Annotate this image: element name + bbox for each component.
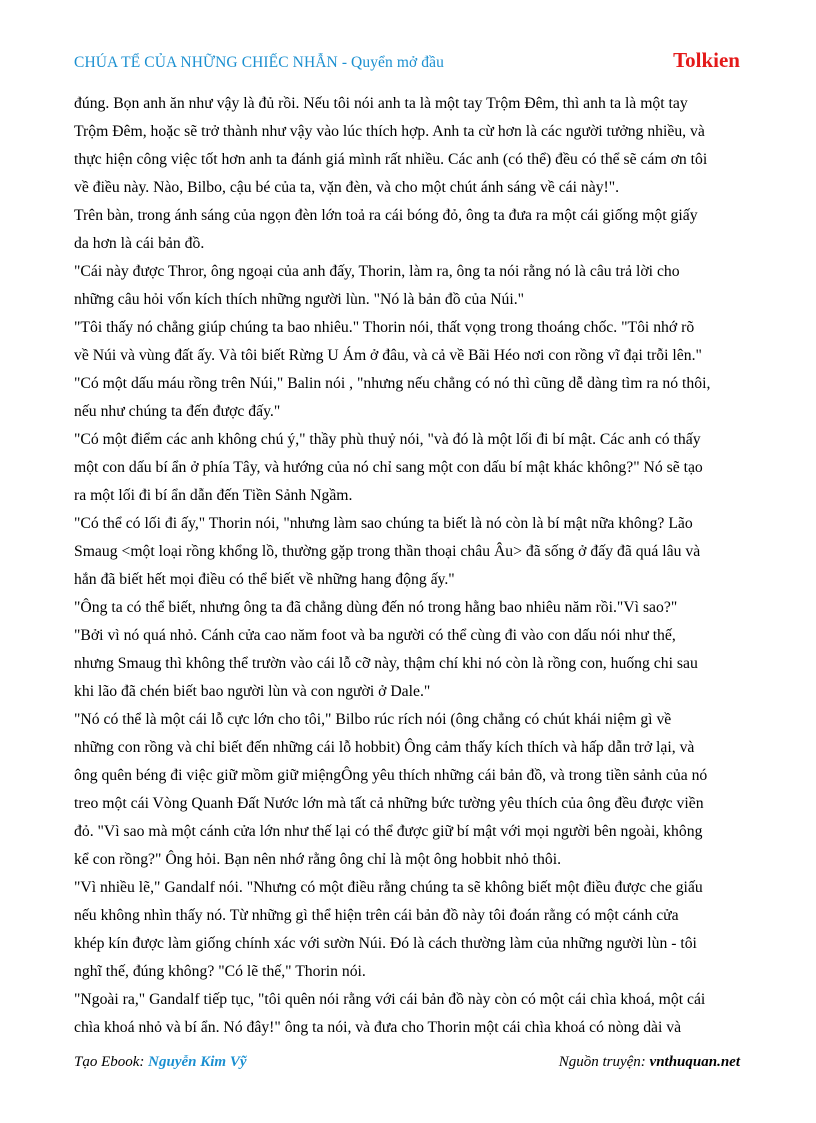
- page-header: [74, 46, 740, 76]
- text-line: nếu không nhìn thấy nó. Từ những gì thể hiện trên cái bản đồ này tôi đoán rằng có một cánh cửa: [74, 907, 679, 924]
- text-line: nghĩ thế, đúng không? "Có lẽ thế," Thorin nói.: [74, 963, 366, 980]
- text-line: "Vì nhiều lẽ," Gandalf nói. "Nhưng có một điều rằng chúng ta sẽ không biết một điều được che giấu: [74, 879, 703, 896]
- text-line: đỏ. "Vì sao mà một cánh cửa lớn như thế lại có thể được giữ bí mật với mọi người bên ngoài, không: [74, 823, 703, 840]
- source-separator: :: [640, 1054, 650, 1070]
- text-line: hắn đã biết hết mọi điều có thể biết về những hang động ấy.": [74, 571, 455, 588]
- text-line: một con dấu bí ẩn ở phía Tây, và hướng của nó chỉ sang một con dấu bí mật khác không?" Nó sẽ tạo: [74, 459, 703, 476]
- text-line: da hơn là cái bản đồ.: [74, 235, 205, 252]
- text-line: ông quên béng đi việc giữ mồm giữ miệngÔng yêu thích những cái bản đồ, và trong tiền sảnh của nó: [74, 767, 708, 784]
- source-name: vnthuquan.net: [649, 1054, 740, 1070]
- text-line: treo một cái Vòng Quanh Đất Nước lớn mà tất cả những bức tường yêu thích của ông đều được viền: [74, 795, 704, 812]
- credit-label: Tạo Ebook: [74, 1054, 140, 1070]
- text-line: Smaug <một loại rồng khổng lồ, thường gặp trong thần thoại châu Âu> đã sống ở đấy đã quá lâu và: [74, 543, 701, 560]
- text-line: "Có một điểm các anh không chú ý," thầy phù thuỷ nói, "và đó là một lối đi bí mật. Các anh có thấy: [74, 431, 701, 448]
- text-line: kể con rồng?" Ông hỏi. Bạn nên nhớ rằng ông chỉ là một ông hobbit nhỏ thôi.: [74, 851, 561, 868]
- page-footer: [74, 1054, 740, 1078]
- text-line: về Núi và vùng đất ấy. Và tôi biết Rừng U Ám ở đâu, và cả về Bãi Héo nơi con rồng vĩ đại trỗi lên.": [74, 347, 702, 364]
- text-line: "Ngoài ra," Gandalf tiếp tục, "tôi quên nói rằng với cái bản đồ này còn có một cái chìa khoá, một cái: [74, 991, 706, 1008]
- source-label: Nguồn truyện: [558, 1054, 641, 1070]
- text-line: Trộm Đêm, hoặc sẽ trở thành như vậy vào lúc thích hợp. Anh ta cừ hơn là các người tưởng nhiều, và: [74, 123, 705, 140]
- text-line: nhưng Smaug thì không thể trườn vào cái lỗ cỡ này, thậm chí khi nó còn là rồng con, huống chi sau: [74, 655, 698, 672]
- text-line: ra một lối đi bí ẩn dẫn đến Tiền Sảnh Ngầm.: [74, 487, 353, 504]
- text-line: "Bởi vì nó quá nhỏ. Cánh cửa cao năm foot và ba người có thể cùng đi vào con dấu nói như thế,: [74, 627, 676, 644]
- text-line: chìa khoá nhỏ và bí ẩn. Nó đây!" ông ta nói, và đưa cho Thorin một cái chìa khoá có nòng dài và: [74, 1019, 682, 1036]
- body-text: [74, 90, 746, 1042]
- credit-name: Nguyễn Kim Vỹ: [148, 1054, 247, 1070]
- text-line: "Cái này được Thror, ông ngoại của anh đấy, Thorin, làm ra, ông ta nói rằng nó là câu trả lời cho: [74, 263, 680, 280]
- text-line: những câu hỏi vốn kích thích những người lùn. "Nó là bản đồ của Núi.": [74, 291, 525, 308]
- text-line: "Ông ta có thể biết, nhưng ông ta đã chẳng dùng đến nó trong hằng bao nhiêu năm rồi."Vì sao?": [74, 599, 678, 616]
- text-line: "Có một dấu máu rồng trên Núi," Balin nói , "nhưng nếu chẳng có nó thì cũng dễ dàng tìm ra nó thôi,: [74, 375, 711, 392]
- author-name: Tolkien: [673, 48, 740, 72]
- text-line: "Có thể có lối đi ấy," Thorin nói, "nhưng làm sao chúng ta biết là nó còn là bí mật nữa không? Lão: [74, 515, 693, 532]
- text-line: thực hiện công việc tốt hơn anh ta đánh giá mình rất nhiều. Các anh (có thể) đều có thể sẽ cám ơn tôi: [74, 151, 708, 168]
- book-title: CHÚA TỂ CỦA NHỮNG CHIẾC NHẪN - Quyển mở đầu: [74, 54, 444, 71]
- text-line: "Tôi thấy nó chẳng giúp chúng ta bao nhiêu." Thorin nói, thất vọng trong thoáng chốc. "Tôi nhớ rõ: [74, 319, 695, 336]
- text-line: về điều này. Nào, Bilbo, cậu bé của ta, vặn đèn, và cho một chút ánh sáng về cái này!".: [74, 179, 620, 196]
- text-line: "Nó có thể là một cái lỗ cực lớn cho tôi," Bilbo rúc rích nói (ông chẳng có chút khái niệm gì về: [74, 711, 672, 728]
- credit-separator: :: [139, 1054, 149, 1070]
- source-credit: [559, 1054, 740, 1071]
- text-line: nếu như chúng ta đến được đấy.": [74, 403, 281, 420]
- text-line: những con rồng và chỉ biết đến những cái lỗ hobbit) Ông cảm thấy kích thích và hấp dẫn trở lại, và: [74, 739, 695, 756]
- text-line: đúng. Bọn anh ăn như vậy là đủ rồi. Nếu tôi nói anh ta là một tay Trộm Đêm, thì anh ta là một tay: [74, 95, 688, 112]
- text-line: khép kín được làm giống chính xác với sườn Núi. Đó là cách thường làm của những người lùn - tôi: [74, 935, 697, 952]
- text-line: Trên bàn, trong ánh sáng của ngọn đèn lớn toả ra cái bóng đỏ, ông ta đưa ra một cái giống một giấy: [74, 207, 698, 224]
- ebook-credit: [74, 1054, 247, 1071]
- text-line: khi lão đã chén biết bao người lùn và con người ở Dale.": [74, 683, 431, 700]
